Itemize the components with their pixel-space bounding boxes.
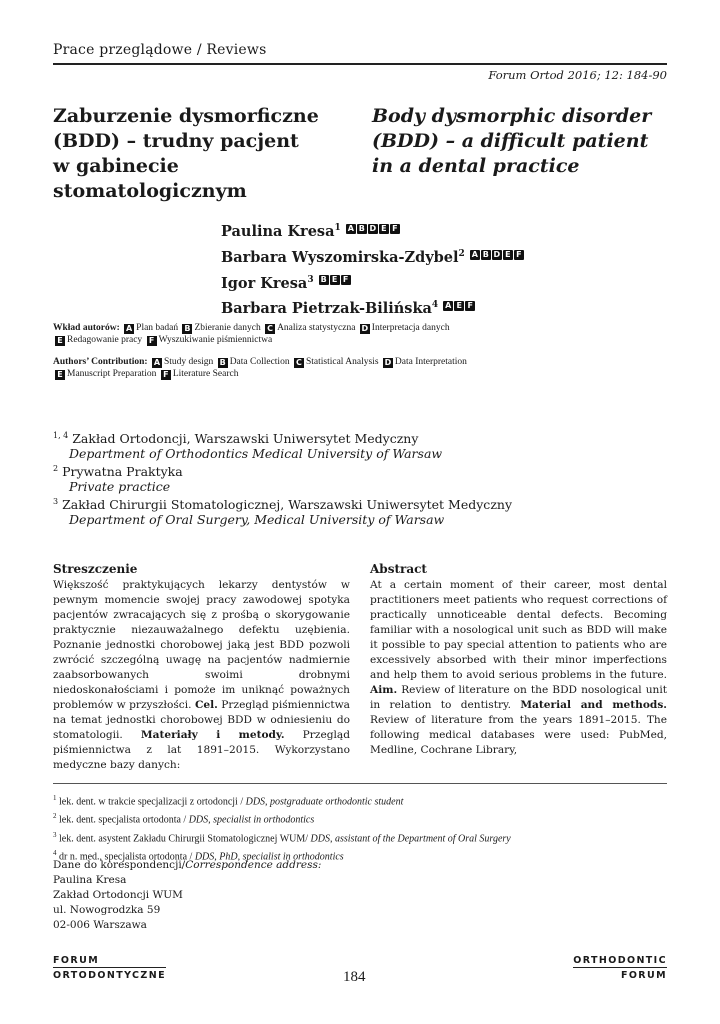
abstract-label: Aim.: [370, 684, 398, 696]
footnote-rule: [53, 783, 667, 784]
footnote-pl: lek. dent. specjalista ortodonta /: [59, 814, 187, 826]
correspondence-line: Paulina Kresa: [53, 874, 127, 886]
author: [221, 217, 525, 243]
footnote-sup: 2: [53, 812, 57, 821]
abstract-heading: Abstract: [370, 562, 427, 576]
footnote-en: DDS, assistant of the Department of Oral Surgery: [310, 832, 511, 844]
role-badge: D: [493, 249, 501, 259]
footer-left: [53, 954, 166, 982]
footnote-en: DDS, specialist in orthodontics: [188, 814, 315, 826]
page-number: 184: [343, 969, 366, 985]
abstract-text: At a certain moment of their career, most dental practitioners meet patients who request corrections of practically unnoticeable dental defects. Becoming familiar with a nosological unit such as BDD will make it possible to pay special attention to patients who are excessively absorbed with their minor imperfections and help them to avoid serious problems in the future.: [370, 579, 667, 681]
contribution-item: Plan badań: [136, 323, 179, 333]
footnote: [53, 791, 511, 809]
role-badge: E: [55, 370, 65, 380]
abstract-body: [53, 578, 350, 773]
author: [221, 294, 525, 320]
contribution-item: Study design: [163, 357, 214, 367]
title-english: [372, 104, 672, 179]
contribution-item: Redagowanie pracy: [67, 335, 143, 345]
author-name: Barbara Wyszomirska-Zdybel: [221, 248, 459, 266]
correspondence-label-pl: Dane do korespondencji/: [53, 859, 186, 871]
footnotes: [53, 791, 511, 864]
contribution-label: Authors’ Contribution:: [53, 357, 148, 367]
role-badge: F: [465, 301, 475, 311]
affiliation-pl: Zakład Chirurgii Stomatologicznej, Warszawski Uniwersytet Medyczny: [62, 497, 513, 513]
footer-journal-word: ORTHODONTIC: [573, 955, 667, 966]
role-badge: E: [330, 275, 340, 285]
role-badge: E: [55, 336, 65, 346]
contribution-polish: [53, 322, 673, 346]
title-polish: [53, 104, 353, 204]
contribution-item: Data Collection: [229, 357, 290, 367]
footer-journal-word: ORTODONTYCZNE: [53, 967, 166, 982]
role-badge: E: [454, 301, 464, 311]
role-badge: B: [219, 358, 226, 367]
correspondence-label: [53, 858, 321, 873]
role-badge: A: [471, 249, 478, 259]
correspondence-line: ul. Nowogrodzka 59: [53, 904, 161, 916]
section-header: Prace przeglądowe / Reviews: [53, 42, 267, 58]
footnote-sup: 4: [53, 848, 57, 857]
role-badge: F: [161, 370, 171, 380]
role-badge: B: [184, 324, 191, 333]
author-sup: 4: [431, 300, 439, 311]
role-badge: B: [482, 249, 489, 259]
abstract-label: Cel.: [194, 699, 218, 711]
contribution-item: Analiza statystyczna: [277, 323, 356, 333]
abstract-heading: Streszczenie: [53, 562, 138, 576]
author-sup: 1: [334, 223, 341, 233]
author: [221, 269, 525, 295]
role-badge: F: [147, 336, 157, 346]
author: [221, 243, 525, 269]
role-badge: B: [320, 275, 327, 285]
title-pl-line: w gabinecie stomatologicznym: [53, 155, 247, 202]
affiliation-en: Private practice: [69, 479, 171, 495]
role-badge: A: [445, 301, 452, 311]
role-badge: A: [153, 358, 161, 367]
contribution-item: Manuscript Preparation: [67, 369, 157, 379]
author-name: Barbara Pietrzak-Bilińska: [221, 300, 432, 318]
affiliation-sup: 2: [53, 464, 59, 474]
affiliation-en: Department of Oral Surgery, Medical University of Warsaw: [69, 512, 445, 528]
abstract-body: [370, 578, 667, 758]
affiliation: [53, 461, 673, 479]
title-en-line: in a dental practice: [372, 155, 580, 177]
title-pl-line: (BDD) – trudny pacjent: [53, 130, 299, 152]
affiliation: [53, 494, 673, 512]
role-badge: C: [265, 324, 275, 334]
correspondence-label-en: Correspondence address:: [185, 859, 322, 871]
footnote-sup: 3: [53, 830, 57, 839]
affiliation-pl: Zakład Ortodoncji, Warszawski Uniwersytet Medyczny: [72, 431, 419, 447]
header-rule: [53, 63, 667, 65]
contribution-item: Statistical Analysis: [305, 357, 379, 367]
footnote-sup: 1: [53, 794, 57, 802]
footer-journal-word: FORUM: [53, 955, 100, 966]
abstract-polish: [53, 562, 350, 773]
role-badge: B: [358, 223, 365, 233]
footnote-en: DDS, PhD, specialist in orthodontics: [194, 851, 344, 863]
contribution-item: Literature Search: [172, 369, 239, 379]
contribution-item: Wyszukiwanie piśmiennictwa: [158, 335, 273, 345]
abstract-text: Większość praktykujących lekarzy dentystów w pewnym momencie swojej pracy zawodowej spotyka pacjentów zwracających się z prośbą o skorygowanie praktycznie niezauważalnego defektu uzębienia. Poznanie jednostki chorobowej jaką jest BDD pozwoli zwrócić szczególną uwagę na pacjentów nadmiernie zaabsorbowanych swoimi drobnymi niedoskonałościami i pomoże im uniknąć poważnych problemów w przyszłości.: [53, 579, 350, 711]
title-pl-line: Zaburzenie dysmorficzne: [53, 105, 319, 127]
role-badge: F: [390, 224, 400, 234]
contribution-label: Wkład autorów:: [53, 323, 120, 333]
contribution-item: Zbieranie danych: [194, 323, 261, 333]
role-badge: A: [126, 324, 133, 333]
role-badge: E: [503, 250, 513, 260]
role-badge: E: [379, 224, 389, 234]
abstract-text: Review of literature on the BDD nosological unit in relation to dentistry.: [370, 684, 668, 711]
journal-reference: Forum Ortod 2016; 12: 184-90: [488, 68, 667, 82]
abstract-text: Przegląd piśmiennictwa na temat jednostki chorobowej BDD w odniesieniu do stomatologii.: [53, 699, 350, 741]
contribution-item: Interpretacja danych: [371, 323, 450, 333]
role-badge: D: [369, 223, 377, 233]
correspondence-line: Zakład Ortodoncji WUM: [53, 889, 183, 901]
affiliation-pl: Prywatna Praktyka: [62, 464, 183, 480]
title-en-line: (BDD) – a difficult patient: [372, 130, 649, 152]
role-badge: F: [341, 275, 351, 285]
abstract-text: Przegląd piśmiennictwa z lat 1891–2015. Wykorzystano medyczne bazy danych:: [53, 729, 350, 771]
footnote-pl: lek. dent. w trakcie specjalizacji z ortodoncji /: [59, 796, 244, 808]
footer-journal-word: FORUM: [573, 967, 667, 982]
footnote-pl: dr n. med., specjalista ortodonta /: [59, 851, 193, 863]
author-sup: 2: [458, 248, 465, 259]
abstract-english: [370, 562, 667, 758]
affiliation-en: Department of Orthodontics Medical University of Warsaw: [69, 446, 443, 462]
role-badge: C: [294, 358, 304, 368]
footnote-pl: lek. dent. asystent Zakładu Chirurgii Stomatologicznej WUM/: [59, 832, 309, 844]
author-sup: 3: [307, 274, 314, 285]
author-name: Paulina Kresa: [221, 222, 335, 240]
title-en-line: Body dysmorphic disorder: [372, 105, 652, 127]
role-badge: D: [384, 358, 392, 367]
abstract-text: Review of literature from the years 1891–2015. The following medical databases were used: PubMed, Medline, Cochrane Library,: [370, 714, 667, 756]
role-badge: A: [347, 223, 354, 233]
correspondence-line: 02-006 Warszawa: [53, 919, 147, 931]
role-badge: F: [514, 250, 524, 260]
role-badge: D: [361, 324, 369, 333]
abstract-label: Materiały i metody.: [140, 729, 285, 741]
correspondence: [53, 858, 321, 933]
abstract-label: Material and methods.: [520, 699, 667, 711]
affiliations: [53, 428, 673, 527]
author-name: Igor Kresa: [221, 274, 308, 292]
affiliation-sup: 3: [53, 497, 59, 507]
footer-right: [573, 954, 667, 982]
footnote: [53, 809, 511, 827]
footnote: [53, 828, 511, 846]
footnote-en: DDS, postgraduate orthodontic student: [245, 796, 404, 808]
contribution-item: Data Interpretation: [394, 357, 467, 367]
affiliation: [53, 428, 673, 446]
contribution-english: [53, 356, 673, 380]
author-list: [221, 217, 525, 320]
affiliation-sup: 1, 4: [53, 431, 69, 440]
